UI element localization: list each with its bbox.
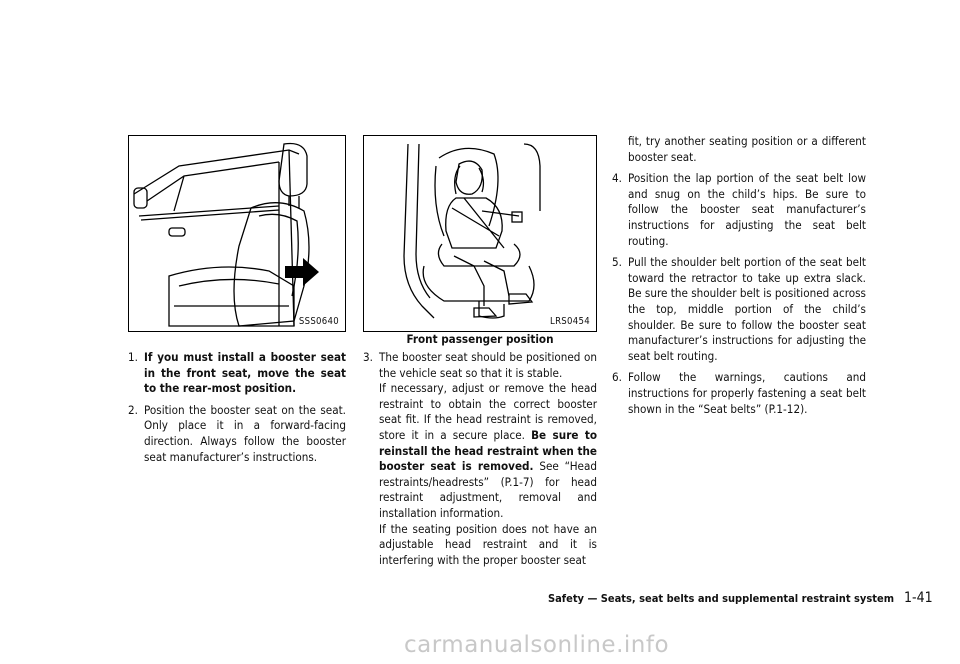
- list-item: [612, 370, 866, 417]
- list-item: [612, 171, 866, 249]
- item-text: Follow the warnings, cautions and instructions for properly fastening a seat belt shown in the “Seat belts” (P.1-12).: [628, 370, 866, 416]
- item-number: 5.: [612, 255, 622, 270]
- item-number: 3.: [363, 350, 373, 364]
- list-item: [128, 403, 346, 465]
- left-column: [128, 350, 346, 471]
- item-text: Position the booster seat on the seat. Only place it in a forward-facing direction. Always follow the booster seat manufacturer’s instructions.: [144, 402, 346, 464]
- paragraph-text: See “Head restraints/headrests” (P.1-7) for head restraint adjustment, removal and installation information.: [379, 459, 597, 520]
- figure-booster-seat: [363, 135, 597, 332]
- item-text: If you must install a booster seat in the front seat, move the seat to the rear-most position.: [144, 350, 346, 396]
- figure-code: LRS0454: [550, 316, 590, 327]
- paragraph: [379, 522, 597, 569]
- item-text: The booster seat should be positioned on the vehicle seat so that it is stable.: [379, 350, 597, 380]
- paragraph-text: If the seating position does not have an adjustable head restraint and it is interfering with the proper booster seat: [379, 521, 597, 567]
- section-title: Safety — Seats, seat belts and supplemental restraint system: [548, 592, 895, 605]
- item-number: 6.: [612, 370, 622, 385]
- item-text: Position the lap portion of the seat belt low and snug on the child’s hips. Be sure to follow the booster seat manufacturer’s instructions for adjusting the seat belt routing.: [628, 171, 866, 248]
- figure-code: SSS0640: [298, 316, 339, 327]
- right-column: [612, 134, 866, 423]
- item-number: 2.: [128, 402, 138, 417]
- page-footer: [548, 590, 933, 606]
- item-number: 4.: [612, 171, 622, 186]
- item-text: fit, try another seating position or a different booster seat.: [628, 134, 866, 164]
- figure-caption: Front passenger position: [406, 332, 554, 346]
- warning-text: Be sure to reinstall the head restraint when the booster seat is removed.: [379, 427, 598, 474]
- item-number: 1.: [128, 350, 138, 364]
- list-item: [612, 134, 866, 165]
- watermark: carmanualsonline.info: [404, 632, 670, 658]
- paragraph: [379, 381, 597, 521]
- middle-column: [363, 350, 597, 568]
- list-item: [612, 255, 866, 364]
- paragraph-text: If necessary, adjust or remove the head restraint to obtain the correct booster seat fit. If the head restraint is removed, store it in a secure place.: [379, 381, 597, 442]
- list-item: [363, 350, 597, 568]
- page-number: 1-41: [904, 590, 933, 606]
- figure-front-seat: [128, 135, 346, 332]
- list-item: [128, 350, 346, 397]
- booster-seat-illustration: [364, 136, 596, 331]
- item-text: Pull the shoulder belt portion of the seat belt toward the retractor to take up extra slack. Be sure the shoulder belt is positioned across the top, middle portion of the child’s shoulder. Be sure to follow the booster seat manufacturer’s instructions for adjusting the seat belt routing.: [628, 255, 866, 363]
- front-seat-illustration: [129, 136, 345, 331]
